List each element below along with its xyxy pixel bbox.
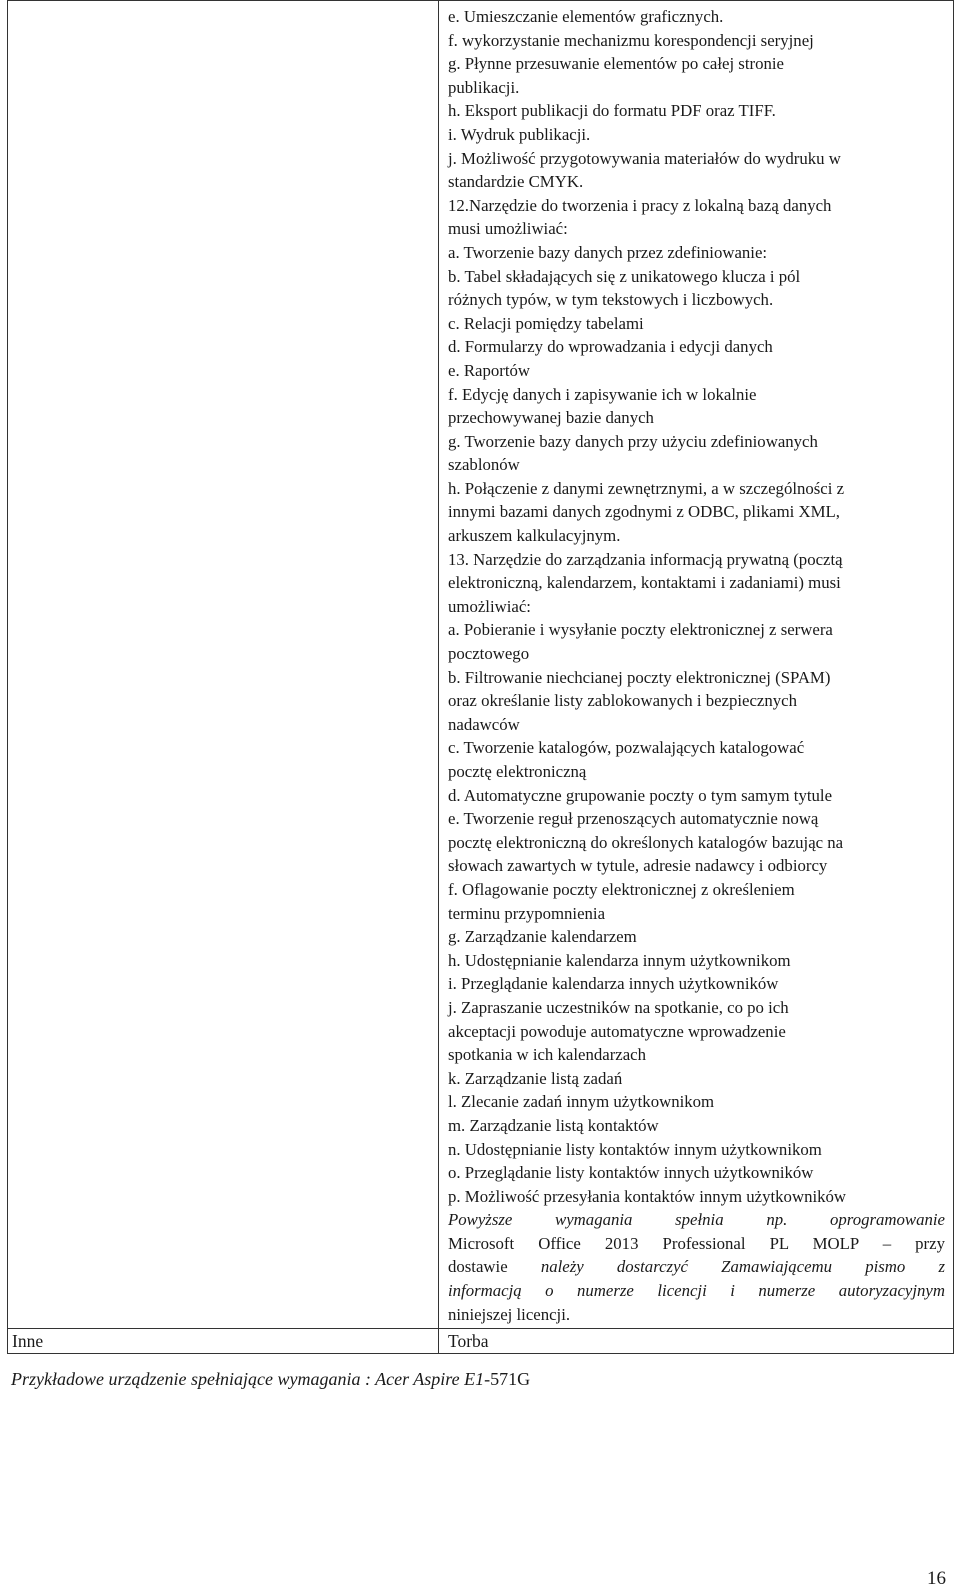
requirement-line: g. Tworzenie bazy danych przy użyciu zdefiniowanych <box>448 431 818 451</box>
requirement-line: e. Tworzenie reguł przenoszących automatycznie nową <box>448 809 819 829</box>
row-value-bag: Torba <box>439 1329 954 1354</box>
requirement-line: elektroniczną, kalendarzem, kontaktami i zadaniami) musi <box>448 573 841 593</box>
requirement-line: terminu przypomnienia <box>448 903 606 923</box>
spec-row-software <box>8 1 954 1329</box>
requirement-line: standardzie CMYK. <box>448 172 584 192</box>
requirement-line: l. Zlecanie zadań innym użytkownikom <box>448 1092 715 1112</box>
requirement-line: a. Pobieranie i wysyłanie poczty elektronicznej z serwera <box>448 620 833 640</box>
requirement-line: innymi bazami danych zgodnymi z ODBC, plikami XML, <box>448 502 840 522</box>
requirement-line: przechowywanej bazie danych <box>448 408 654 428</box>
requirement-line: d. Formularzy do wprowadzania i edycji danych <box>448 337 773 357</box>
requirement-line: b. Filtrowanie niechcianej poczty elektronicznej (SPAM) <box>448 667 831 687</box>
requirement-line: umożliwiać: <box>448 596 531 616</box>
requirement-line: pocztę elektroniczną <box>448 762 587 781</box>
note-line: niniejszej licencji. <box>448 1304 571 1324</box>
spec-requirements-cell <box>439 1 954 1329</box>
note-line: informacją o numerze licencji i numerze autoryzacyjnym <box>448 1281 945 1301</box>
page-number: 16 <box>927 1568 946 1589</box>
spec-row-other <box>8 1329 954 1354</box>
requirement-line: pocztowego <box>448 644 530 664</box>
requirement-line: 13. Narzędzie do zarządzania informacją prywatną (pocztą <box>448 549 843 569</box>
requirement-line: h. Połączenie z danymi zewnętrznymi, a w szczególności z <box>448 478 845 498</box>
example-model: -571G <box>484 1369 531 1389</box>
example-italic: Przykładowe urządzenie spełniające wymagania : Acer Aspire E1 <box>11 1369 485 1389</box>
requirement-line: akceptacji powoduje automatyczne wprowadzenie <box>448 1021 786 1041</box>
row-label-other: Inne <box>8 1329 439 1354</box>
requirements-list <box>448 5 945 1208</box>
requirement-line: i. Przeglądanie kalendarza innych użytkowników <box>448 974 779 994</box>
note-text: dostawie <box>448 1257 541 1277</box>
requirement-line: oraz określanie listy zablokowanych i bezpiecznych <box>448 691 797 711</box>
spec-row-label-cell <box>8 1 439 1329</box>
requirement-line: różnych typów, w tym tekstowych i liczbowych. <box>448 290 774 310</box>
requirement-line: c. Relacji pomiędzy tabelami <box>448 313 644 333</box>
example-device-note <box>11 1367 530 1391</box>
requirement-line: pocztę elektroniczną do określonych katalogów bazując na <box>448 832 844 852</box>
note-line: Powyższe wymagania spełnia np. oprogramowanie <box>448 1210 945 1230</box>
note-line <box>448 1255 945 1279</box>
requirement-line: arkuszem kalkulacyjnym. <box>448 526 621 546</box>
requirement-line: b. Tabel składających się z unikatowego klucza i pól <box>448 266 801 286</box>
requirement-line: spotkania w ich kalendarzach <box>448 1045 647 1065</box>
note-line: Microsoft Office 2013 Professional PL MOLP – przy <box>448 1233 945 1253</box>
requirement-line: f. Edycję danych i zapisywanie ich w lokalnie <box>448 384 757 404</box>
requirement-line: e. Raportów <box>448 360 531 380</box>
requirement-line: k. Zarządzanie listą zadań <box>448 1068 623 1088</box>
requirement-line: f. wykorzystanie mechanizmu korespondencji seryjnej <box>448 30 814 50</box>
requirement-line: słowach zawartych w tytule, adresie nadawcy i odbiorcy <box>448 856 828 876</box>
requirement-line: h. Udostępnianie kalendarza innym użytkownikom <box>448 950 791 970</box>
requirement-line: szablonów <box>448 455 520 475</box>
requirement-line: a. Tworzenie bazy danych przez zdefiniowanie: <box>448 242 768 262</box>
requirement-line: g. Zarządzanie kalendarzem <box>448 927 637 947</box>
requirement-line: i. Wydruk publikacji. <box>448 124 591 144</box>
requirement-line: musi umożliwiać: <box>448 219 568 239</box>
requirement-line: publikacji. <box>448 77 520 97</box>
requirement-line: p. Możliwość przesyłania kontaktów innym użytkowników <box>448 1186 847 1206</box>
requirement-line: g. Płynne przesuwanie elementów po całej stronie <box>448 54 784 74</box>
requirement-line: o. Przeglądanie listy kontaktów innych użytkowników <box>448 1163 814 1183</box>
spec-table <box>7 0 954 1354</box>
requirement-line: f. Oflagowanie poczty elektronicznej z określeniem <box>448 879 795 899</box>
requirement-line: d. Automatyczne grupowanie poczty o tym samym tytule <box>448 785 833 805</box>
requirement-line: 12.Narzędzie do tworzenia i pracy z lokalną bazą danych <box>448 195 832 215</box>
note-text-italic: należy dostarczyć Zamawiającemu pismo z <box>540 1257 945 1277</box>
requirement-line: j. Możliwość przygotowywania materiałów do wydruku w <box>448 148 841 168</box>
requirement-line: c. Tworzenie katalogów, pozwalających katalogować <box>448 738 805 758</box>
requirement-line: nadawców <box>448 714 520 734</box>
requirement-line: m. Zarządzanie listą kontaktów <box>448 1115 659 1135</box>
requirement-line: h. Eksport publikacji do formatu PDF oraz TIFF. <box>448 101 776 121</box>
requirement-line: j. Zapraszanie uczestników na spotkanie, co po ich <box>448 997 789 1017</box>
requirement-line: e. Umieszczanie elementów graficznych. <box>448 7 724 26</box>
requirement-line: n. Udostępnianie listy kontaktów innym użytkownikom <box>448 1139 822 1159</box>
